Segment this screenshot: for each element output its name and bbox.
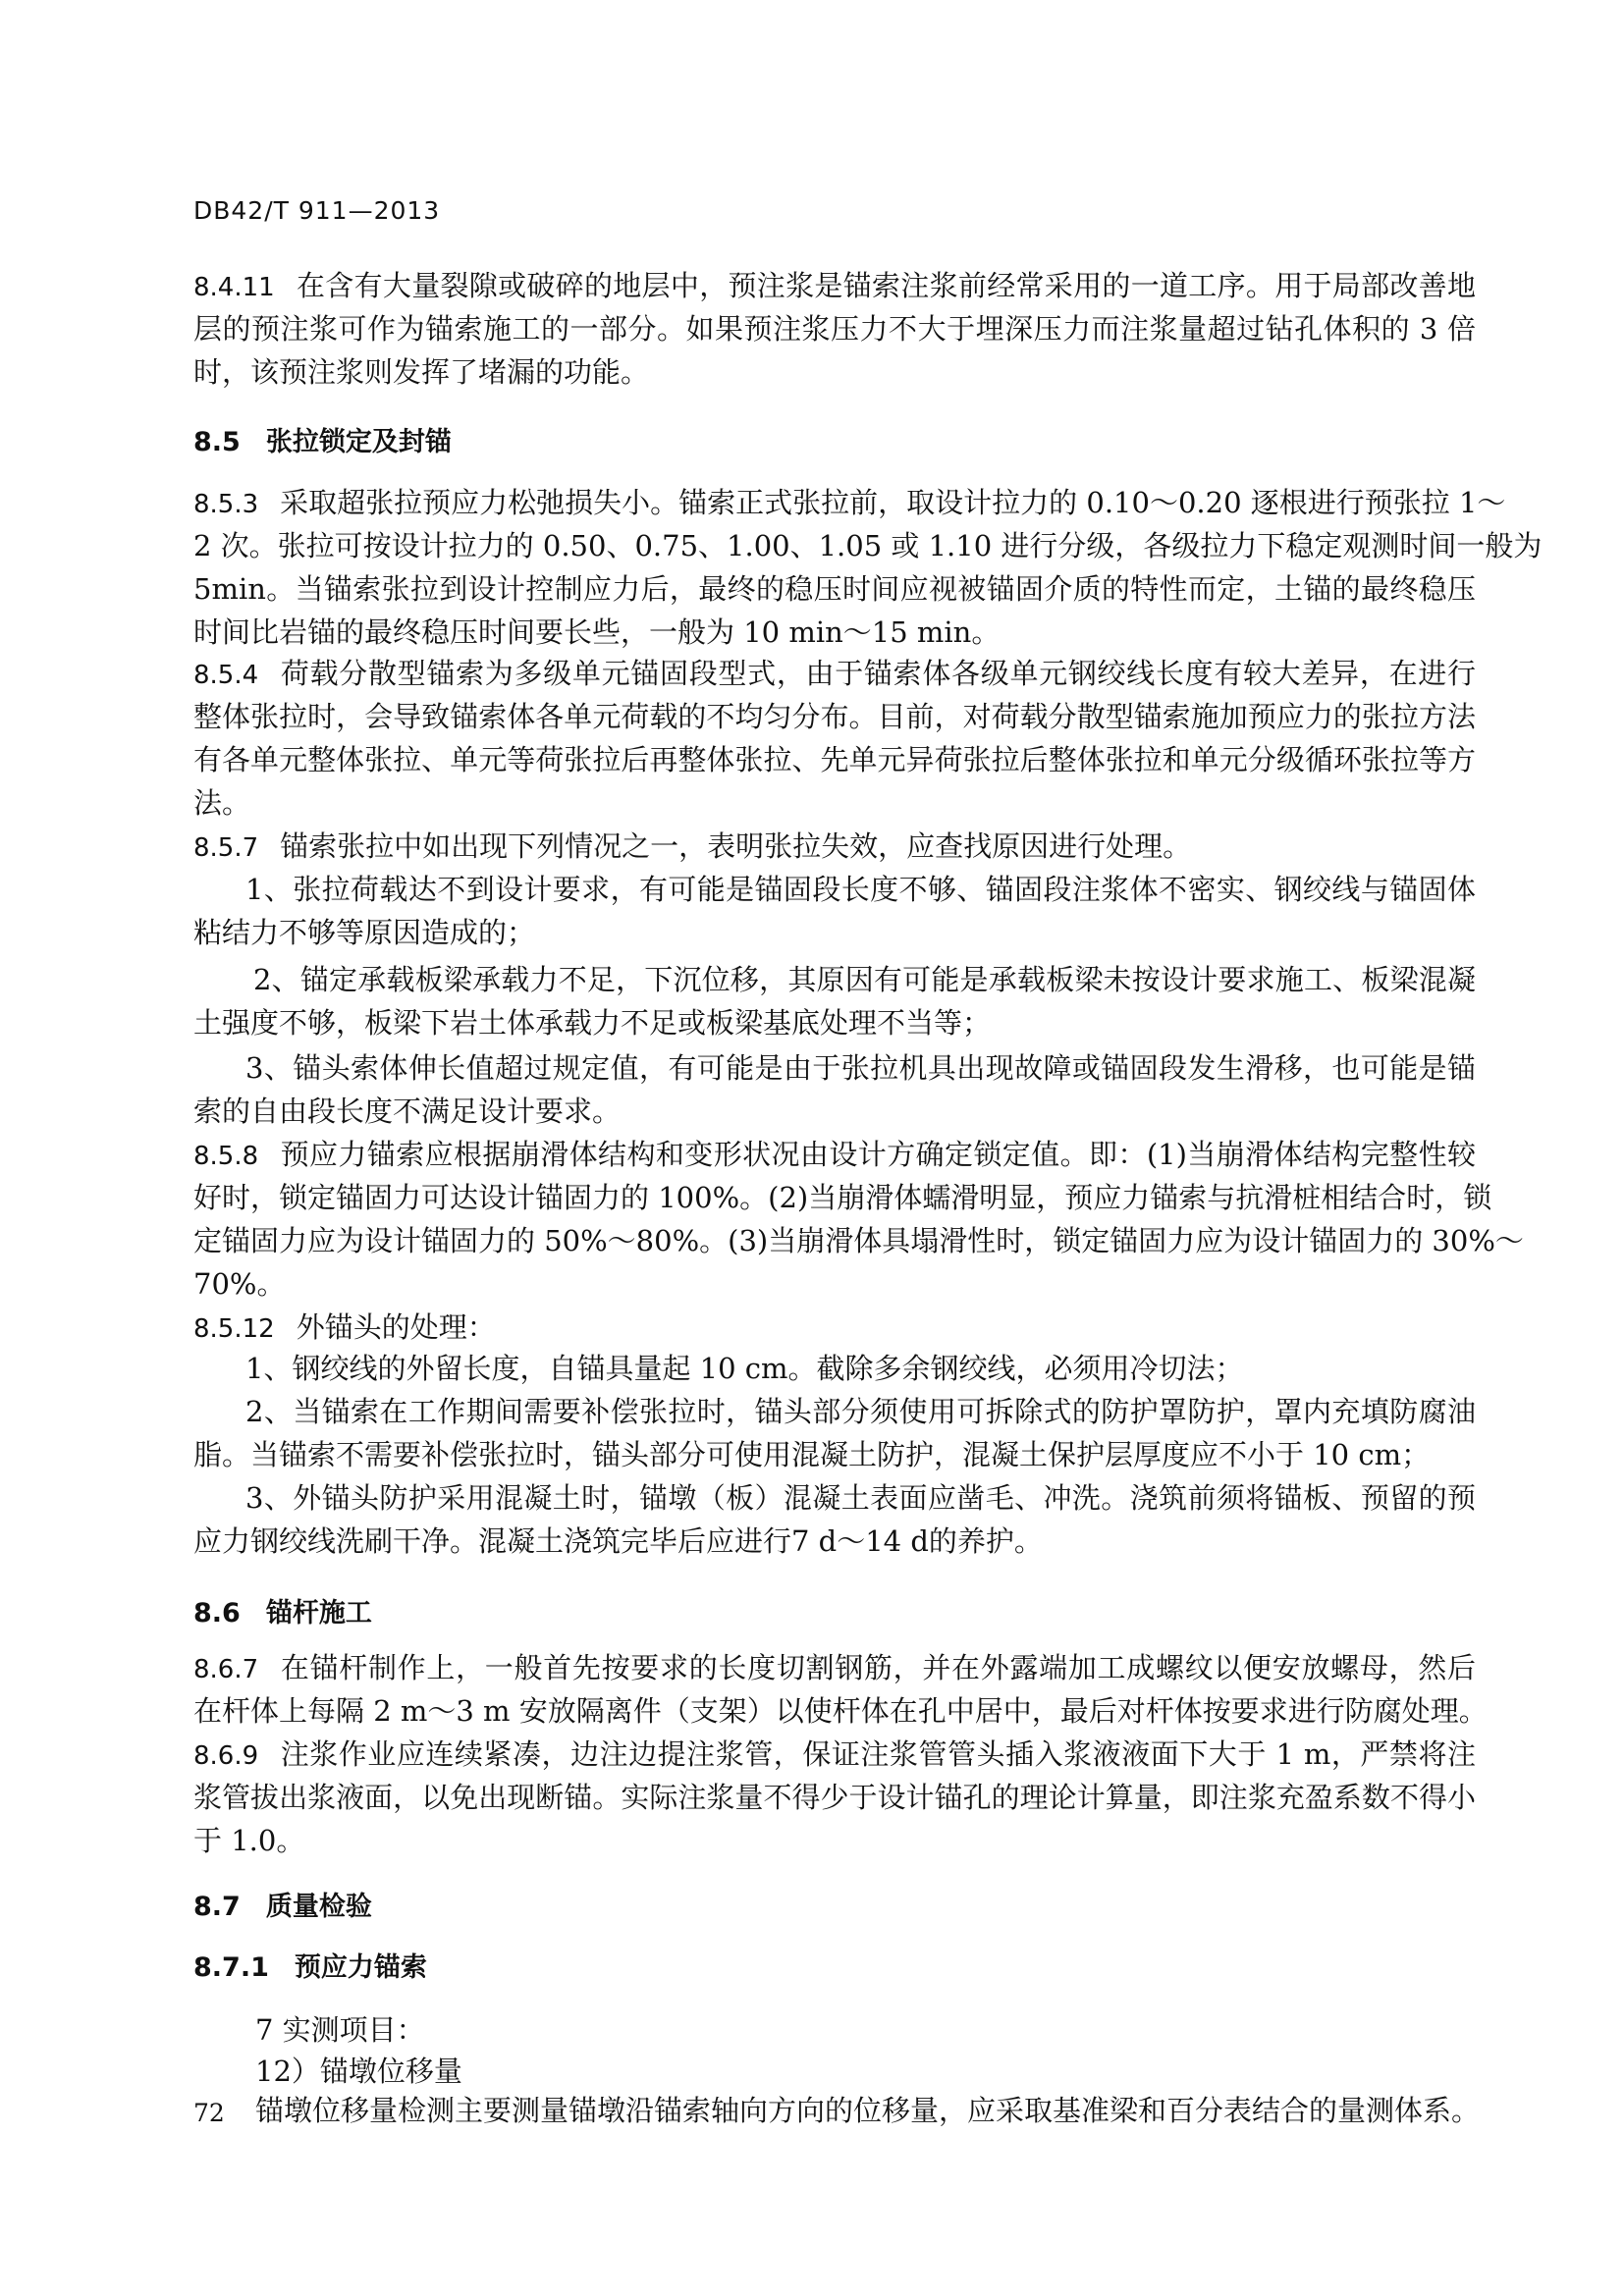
list-item-2-line-2: 脂。当锚索不需要补偿张拉时，锚头部分可使用混凝土防护，混凝土保护层厚度应不小于 10 cm； xyxy=(193,1438,1431,1471)
subsection-heading-8-7-1 xyxy=(193,1947,427,1990)
item-anchor-pier-displacement: 12）锚墩位移量 xyxy=(255,2055,462,2088)
list-item-2-line-1: 2、当锚索在工作期间需要补偿张拉时，锚头部分须使用可拆除式的防护罩防护，罩内充填防腐油 xyxy=(245,1395,1476,1428)
paragraph-8-5-4-line-3: 有各单元整体张拉、单元等荷张拉后再整体张拉、先单元异荷张拉后整体张拉和单元分级循环张拉等方 xyxy=(193,743,1476,776)
paragraph-8-5-3-line-2: 2 次。张拉可按设计拉力的 0.50、0.75、1.00、1.05 或 1.10 进行分级，各级拉力下稳定观测时间一般为 xyxy=(193,529,1543,562)
clause-number: 8.5.3 xyxy=(193,490,259,519)
clause-number: 8.5.12 xyxy=(193,1314,275,1344)
list-item-1-line-2: 粘结力不够等原因造成的； xyxy=(193,916,536,949)
clause-number: 8.5.8 xyxy=(193,1142,259,1171)
paragraph-8-5-8-line-1 xyxy=(193,1133,1476,1176)
list-item-2-line-2: 土强度不够，板梁下岩土体承载力不足或板梁基底处理不当等； xyxy=(193,1006,992,1040)
section-title: 预应力锚索 xyxy=(294,1952,427,1983)
section-heading-8-7 xyxy=(193,1886,372,1929)
section-heading-8-5 xyxy=(193,421,452,464)
paragraph-8-4-11-line-3: 时，该预注浆则发挥了堵漏的功能。 xyxy=(193,355,650,389)
document-id-header: DB42/T 911—2013 xyxy=(193,196,441,225)
paragraph-8-5-8-line-2: 好时，锁定锚固力可达设计锚固力的 100%。(2)当崩滑体蠕滑明显，预应力锚索与抗滑桩相结合时，锁 xyxy=(193,1181,1492,1214)
paragraph-text: 注浆作业应连续紧凑，边注边提注浆管，保证注浆管管头插入浆液液面下大于 1 m，严禁将注 xyxy=(280,1737,1476,1771)
page-number: 72 xyxy=(193,2099,225,2127)
paragraph-8-5-12-line-1 xyxy=(193,1306,1476,1349)
list-item-3-line-2: 索的自由段长度不满足设计要求。 xyxy=(193,1095,622,1128)
paragraph-8-4-11-line-1 xyxy=(193,264,1476,307)
paragraph-8-6-7-line-2: 在杆体上每隔 2 m～3 m 安放隔离件（支架）以使杆体在孔中居中，最后对杆体按要求进行防腐处理。 xyxy=(193,1694,1488,1728)
list-item-3-line-2: 应力钢绞线洗刷干净。混凝土浇筑完毕后应进行7 d～14 d的养护。 xyxy=(193,1524,1043,1558)
clause-number: 8.6.9 xyxy=(193,1741,259,1771)
section-number: 8.7.1 xyxy=(193,1952,269,1983)
section-number: 8.5 xyxy=(193,427,241,457)
paragraph-8-6-9-line-3: 于 1.0。 xyxy=(193,1824,305,1857)
section-title: 质量检验 xyxy=(265,1892,372,1922)
paragraph-text: 在锚杆制作上，一般首先按要求的长度切割钢筋，并在外露端加工成螺纹以便安放螺母，然后 xyxy=(280,1651,1476,1684)
item-measured-items: 7 实测项目： xyxy=(255,2013,425,2047)
clause-number: 8.4.11 xyxy=(193,273,275,302)
paragraph-text: 在含有大量裂隙或破碎的地层中，预注浆是锚索注浆前经常采用的一道工序。用于局部改善地 xyxy=(296,269,1476,302)
list-item-1-line-1: 1、张拉荷载达不到设计要求，有可能是锚固段长度不够、锚固段注浆体不密实、钢绞线与锚固体 xyxy=(245,873,1476,906)
paragraph-text: 荷载分散型锚索为多级单元锚固段型式，由于锚索体各级单元钢绞线长度有较大差异，在进行 xyxy=(280,657,1476,690)
paragraph-8-5-4-line-1 xyxy=(193,652,1476,695)
list-item-2-line-1: 2、锚定承载板梁承载力不足，下沉位移，其原因有可能是承载板梁未按设计要求施工、板梁混凝 xyxy=(253,963,1476,996)
list-item-1: 1、钢绞线的外留长度，自锚具量起 10 cm。截除多余钢绞线，必须用冷切法； xyxy=(245,1352,1244,1385)
clause-number: 8.6.7 xyxy=(193,1655,259,1684)
paragraph-text: 采取超张拉预应力松弛损失小。锚索正式张拉前，取设计拉力的 0.10～0.20 逐根进行预张拉 1～ xyxy=(280,486,1506,519)
section-number: 8.6 xyxy=(193,1598,241,1629)
paragraph-8-4-11-line-2: 层的预注浆可作为锚索施工的一部分。如果预注浆压力不大于埋深压力而注浆量超过钻孔体积的 3 倍 xyxy=(193,312,1476,346)
paragraph-text: 预应力锚索应根据崩滑体结构和变形状况由设计方确定锁定值。即：(1)当崩滑体结构完整性较 xyxy=(280,1138,1476,1171)
paragraph-text: 外锚头的处理： xyxy=(296,1310,496,1344)
section-title: 张拉锁定及封锚 xyxy=(265,427,452,457)
paragraph-8-5-3-line-4: 时间比岩锚的最终稳压时间要长些，一般为 10 min～15 min。 xyxy=(193,615,1001,649)
clause-number: 8.5.4 xyxy=(193,661,259,690)
paragraph-8-5-3-line-1 xyxy=(193,481,1506,524)
paragraph-8-6-7-line-1 xyxy=(193,1646,1476,1689)
list-item-3-line-1: 3、外锚头防护采用混凝土时，锚墩（板）混凝土表面应凿毛、冲洗。浇筑前须将锚板、预留的预 xyxy=(245,1481,1476,1515)
paragraph-8-6-9-line-2: 浆管拔出浆液面，以免出现断锚。实际注浆量不得少于设计锚孔的理论计算量，即注浆充盈系数不得小 xyxy=(193,1781,1476,1814)
section-number: 8.7 xyxy=(193,1892,241,1922)
paragraph-text: 锚索张拉中如出现下列情况之一，表明张拉失效，应查找原因进行处理。 xyxy=(280,829,1192,863)
paragraph-8-5-3-line-3: 5min。当锚索张拉到设计控制应力后，最终的稳压时间应视被锚固介质的特性而定，土锚的最终稳压 xyxy=(193,572,1476,606)
list-item-3-line-1: 3、锚头索体伸长值超过规定值，有可能是由于张拉机具出现故障或锚固段发生滑移，也可能是锚 xyxy=(245,1051,1476,1085)
paragraph-8-5-8-line-4: 70%。 xyxy=(193,1267,286,1301)
paragraph-8-6-9-line-1 xyxy=(193,1733,1476,1776)
paragraph-displacement-measurement: 锚墩位移量检测主要测量锚墩沿锚索轴向方向的位移量，应采取基准梁和百分表结合的量测体系。 xyxy=(255,2094,1481,2127)
clause-number: 8.5.7 xyxy=(193,833,259,863)
paragraph-8-5-7-line-1 xyxy=(193,825,1476,868)
paragraph-8-5-4-line-4: 法。 xyxy=(193,786,251,820)
section-title: 锚杆施工 xyxy=(265,1598,372,1629)
section-heading-8-6 xyxy=(193,1592,372,1635)
paragraph-8-5-8-line-3: 定锚固力应为设计锚固力的 50%～80%。(3)当崩滑体具塌滑性时，锁定锚固力应为设计锚固力的 30%～ xyxy=(193,1224,1524,1257)
paragraph-8-5-4-line-2: 整体张拉时，会导致锚索体各单元荷载的不均匀分布。目前，对荷载分散型锚索施加预应力的张拉方法 xyxy=(193,700,1476,733)
